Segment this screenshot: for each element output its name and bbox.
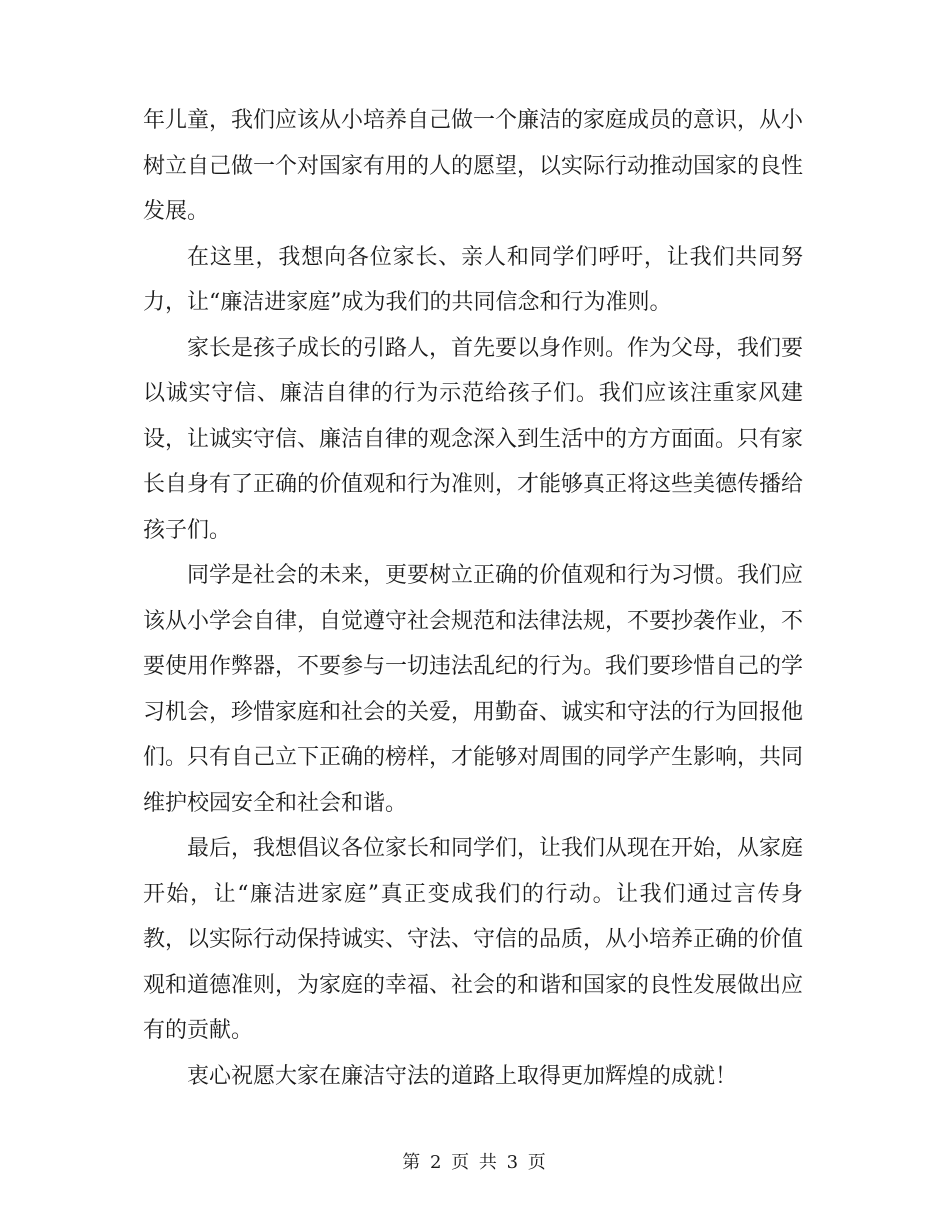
document-body — [143, 98, 803, 1099]
paragraph-continuation: 年儿童，我们应该从小培养自己做一个廉洁的家庭成员的意识，从小树立自己做一个对国家有用的人的愿望，以实际行动推动国家的良性发展。 — [143, 108, 804, 224]
paragraph-closing: 最后，我想倡议各位家长和同学们，让我们从现在开始，从家庭开始，让“廉洁进家庭”真正变成我们的行动。让我们通过言传身教，以实际行动保持诚实、守法、守信的品质，从小培养正确的价值观和道德准则，为家庭的幸福、社会的和谐和国家的良性发展做出应有的贡献。 — [143, 836, 804, 1043]
paragraph-wishes: 衷心祝愿大家在廉洁守法的道路上取得更加辉煌的成就！ — [187, 1063, 738, 1089]
paragraph-appeal: 在这里，我想向各位家长、亲人和同学们呼吁，让我们共同努力，让“廉洁进家庭”成为我们的共同信念和行为准则。 — [143, 244, 803, 315]
page-number-footer: 第 2 页 共 3 页 — [402, 1152, 548, 1173]
paragraph-students: 同学是社会的未来，更要树立正确的价值观和行为习惯。我们应该从小学会自律，自觉遵守社会规范和法律法规，不要抄袭作业，不要使用作弊器，不要参与一切违法乱纪的行为。我们要珍惜自己的学习机会，珍惜家庭和社会的关爱，用勤奋、诚实和守法的行为回报他们。只有自己立下正确的榜样，才能够对周围的同学产生影响，共同维护校园安全和社会和谐。 — [143, 563, 804, 816]
paragraph-parents: 家长是孩子成长的引路人，首先要以身作则。作为父母，我们要以诚实守信、廉洁自律的行为示范给孩子们。我们应该注重家风建设，让诚实守信、廉洁自律的观念深入到生活中的方方面面。只有家长自身有了正确的价值观和行为准则，才能够真正将这些美德传播给孩子们。 — [143, 335, 804, 543]
